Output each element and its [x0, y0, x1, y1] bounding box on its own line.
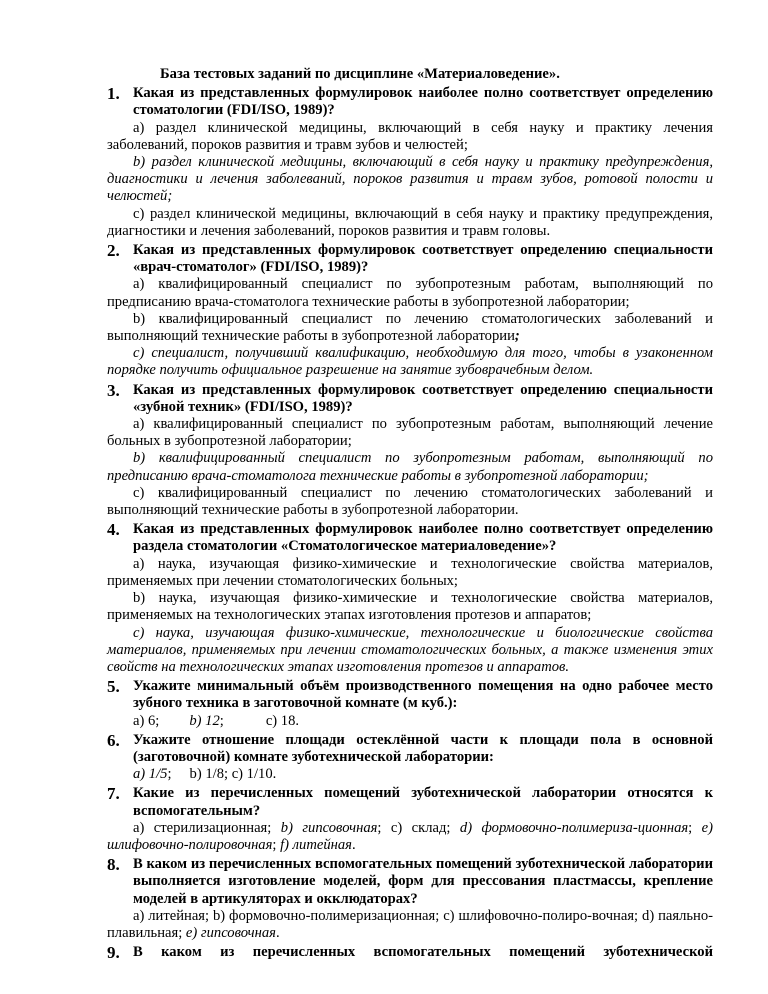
answer-option-correct: с) наука, изучающая физико-химические, технологические и биологические свойства материалов, применяемых при лечении стоматологических больных, а также изменения этих свойств на технологических этапах изготовления протезов и аппаратов. [107, 624, 713, 675]
answer-option: b) квалифицированный специалист по лечению стоматологических заболеваний и выполняющий технические работы в зубопротезной лаборатории; [107, 310, 713, 345]
question-text: В каком из перечисленных вспомогательных помещений зуботехнической [133, 944, 713, 961]
answer-option: с) квалифицированный специалист по лечению стоматологических заболеваний и выполняющий технические работы в зубопротезной лаборатории. [107, 484, 713, 519]
question-number: 2. [107, 241, 120, 261]
question-number: 8. [107, 855, 120, 875]
answer-separator: ; [272, 836, 277, 853]
question-3 [107, 382, 713, 416]
answer-option-correct: b) 12 [189, 712, 220, 729]
answer-option-correct: e) шлифовочно-полировочная [107, 819, 713, 853]
question-8 [107, 856, 713, 908]
question-text: Какая из представленных формулировок наиболее полно соответствует определению стоматологии (FDI/ISO, 1989)? [133, 85, 713, 119]
answer-text: b) квалифицированный специалист по лечению стоматологических заболеваний и выполняющий технические работы в зубопротезной лаборатории [107, 310, 713, 345]
question-number: 9. [107, 943, 120, 963]
answer-option: b) 1/8; с) 1/10. [189, 766, 277, 783]
question-number: 1. [107, 84, 120, 104]
document-title: База тестовых заданий по дисциплине «Материаловедение». [160, 66, 560, 82]
question-number: 3. [107, 380, 120, 400]
answer-option-correct: d) формовочно-полимериза-ционная [459, 819, 689, 836]
answer-option-correct: b) квалифицированный специалист по зубопротезным работам, выполняющий по предписанию врача-стоматолога технические работы в зубопротезной лаборатории; [107, 450, 713, 484]
question-2 [107, 242, 713, 276]
answer-separator: ; [688, 819, 693, 836]
answer-option: с) 18. [265, 712, 300, 729]
question-number: 5. [107, 677, 120, 697]
answer-separator: . [275, 924, 280, 941]
answer-options [107, 820, 713, 854]
question-text: Какая из представленных формулировок наиболее полно соответствует определению раздела стоматологии «Стоматологическое материаловедение»? [133, 521, 713, 555]
question-text: Укажите минимальный объём производственного помещения на одно рабочее место зубного техника в заготовочной комнате (м куб.): [133, 678, 713, 712]
question-1 [107, 85, 713, 119]
answer-option: а) наука, изучающая физико-химические и технологические свойства материалов, применяемых при лечении стоматологических больных; [107, 555, 713, 589]
answer-option: а) квалифицированный специалист по зубопротезным работам, выполняющий по предписанию врача-стоматолога технические работы в зубопротезной лаборатории; [107, 276, 713, 310]
answer-option: ; с) склад; [377, 819, 451, 836]
answer-option: а) квалифицированный специалист по зубопротезным работам, выполняющий лечение больных в зубопротезной лаборатории; [107, 416, 713, 450]
answer-option: а) 6; [133, 712, 160, 729]
answer-separator: ; [219, 712, 224, 729]
answer-option-correct: а) 1/5 [133, 766, 168, 783]
question-text: Укажите отношение площади остеклённой части к площади пола в основной (заготовочной) комнате зуботехнической лаборатории: [133, 731, 713, 765]
answer-options [107, 713, 713, 730]
answer-option: а) раздел клинической медицины, включающий в себя науку и практику лечения заболеваний, пороков развития и травм зубов и челюстей; [107, 119, 713, 153]
document-page [107, 66, 713, 961]
question-text: Какая из представленных формулировок соответствует определению специальности «зубной техник» (FDI/ISO, 1989)? [133, 381, 713, 415]
answer-option-correct: f) литейная [280, 836, 352, 853]
question-text: Какая из представленных формулировок соответствует определению специальности «врач-стоматолог» (FDI/ISO, 1989)? [133, 242, 713, 276]
question-text: В каком из перечисленных вспомогательных помещений зуботехнической лаборатории выполняется изготовление моделей, форм для прессования пластмассы, крепление моделей в артикуляторах и окклюдаторах? [133, 856, 713, 907]
answer-options [107, 766, 713, 783]
answer-option-correct: с) специалист, получивший квалификацию, необходимую для того, чтобы в узаконенном порядке получить официальное разрешение на занятие зубоврачебным делом. [107, 345, 713, 379]
question-7 [107, 785, 713, 819]
answer-option: с) раздел клинической медицины, включающий в себя науку и практику предупреждения, диагностики и лечения заболеваний, пороков развития и травм головы. [107, 205, 713, 239]
question-number: 7. [107, 784, 120, 804]
answer-option-correct: e) гипсовочная [185, 924, 276, 941]
question-text: Какие из перечисленных помещений зуботехнической лаборатории относятся к вспомогательным? [133, 785, 713, 819]
answer-separator: . [351, 836, 356, 853]
answer-options [107, 908, 713, 942]
question-5 [107, 678, 713, 712]
answer-option: b) наука, изучающая физико-химические и технологические свойства материалов, применяемых на технологических этапах изготовления протезов и аппаратов; [107, 590, 713, 624]
answer-option-correct: b) раздел клинической медицины, включающий в себя науку и практику предупреждения, диагностики и лечения заболеваний, пороков развития и травм зубов, ротовой полости и челюстей; [107, 154, 713, 205]
question-number: 4. [107, 520, 120, 540]
question-9 [107, 944, 713, 961]
answer-option: а) литейная; b) формовочно-полимеризационная; с) шлифовочно-полиро-вочная; d) паяльно-плавильная; [107, 907, 713, 941]
answer-option: а) стерилизационная; [133, 819, 272, 836]
question-6 [107, 732, 713, 766]
answer-option-correct: b) гипсовочная [280, 819, 378, 836]
answer-separator: ; [167, 766, 172, 783]
question-4 [107, 521, 713, 555]
question-number: 6. [107, 730, 120, 750]
